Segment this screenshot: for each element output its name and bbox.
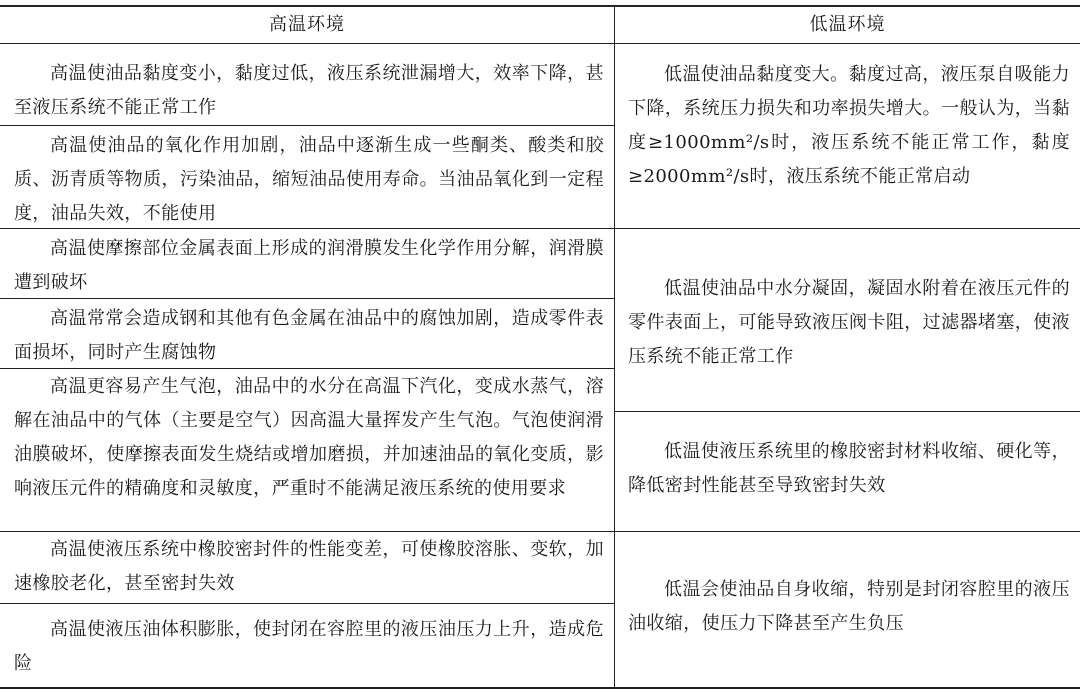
header-bottom-rule <box>0 43 1080 44</box>
left-row-separator <box>0 603 614 604</box>
left-row-separator <box>0 531 614 532</box>
right-row-separator <box>615 228 1080 229</box>
right-row-separator <box>615 531 1080 532</box>
table-top-rule <box>0 5 1080 7</box>
high-temp-cell: 高温更容易产生气泡，油品中的水分在高温下汽化，变成水蒸气，溶解在油品中的气体（主要是空气）因高温大量挥发产生气泡。气泡使润滑油膜破坏，使摩擦表面发生烧结或增加磨损，并加速油品的氧化变质，影响液压元件的精确度和灵敏度，严重时不能满足液压系统的使用要求 <box>14 376 604 499</box>
left-row-separator <box>0 125 614 126</box>
table-bottom-rule <box>0 687 1080 689</box>
right-row-separator <box>615 411 1080 412</box>
high-temp-cell: 高温使摩擦部位金属表面上形成的润滑膜发生化学作用分解，润滑膜遭到破坏 <box>14 238 604 293</box>
header-low-temperature: 低温环境 <box>809 14 886 35</box>
high-temp-cell: 高温常常会造成钢和其他有色金属在油品中的腐蚀加剧，造成零件表面损坏，同时产生腐蚀物 <box>14 308 604 363</box>
high-temp-cell: 高温使液压油体积膨胀，使封闭在容腔里的液压油压力上升，造成危险 <box>14 619 604 674</box>
low-temp-cell: 低温使油品中水分凝固，凝固水附着在液压元件的零件表面上，可能导致液压阀卡阻，过滤器堵塞，使液压系统不能正常工作 <box>628 278 1070 367</box>
low-temp-cell: 低温使油品黏度变大。黏度过高，液压泵自吸能力下降，系统压力损失和功率损失增大。一般认为，当黏度≥1000mm²/s时，液压系统不能正常工作，黏度≥2000mm²/s时，液压系统不能正常启动 <box>628 64 1070 187</box>
high-temp-cell: 高温使液压系统中橡胶密封件的性能变差，可使橡胶溶胀、变软，加速橡胶老化，甚至密封失效 <box>14 539 604 594</box>
high-temp-cell: 高温使油品黏度变小，黏度过低，液压系统泄漏增大，效率下降，甚至液压系统不能正常工作 <box>14 63 604 118</box>
column-divider <box>614 6 615 688</box>
low-temp-cell: 低温使液压系统里的橡胶密封材料收缩、硬化等，降低密封性能甚至导致密封失效 <box>628 441 1070 496</box>
high-temp-cell: 高温使油品的氧化作用加剧，油品中逐渐生成一些酮类、酸类和胶质、沥青质等物质，污染油品，缩短油品使用寿命。当油品氧化到一定程度，油品失效，不能使用 <box>14 135 604 224</box>
header-high-temperature: 高温环境 <box>269 14 345 35</box>
low-temp-cell: 低温会使油品自身收缩，特别是封闭容腔里的液压油收缩，使压力下降甚至产生负压 <box>628 579 1070 634</box>
